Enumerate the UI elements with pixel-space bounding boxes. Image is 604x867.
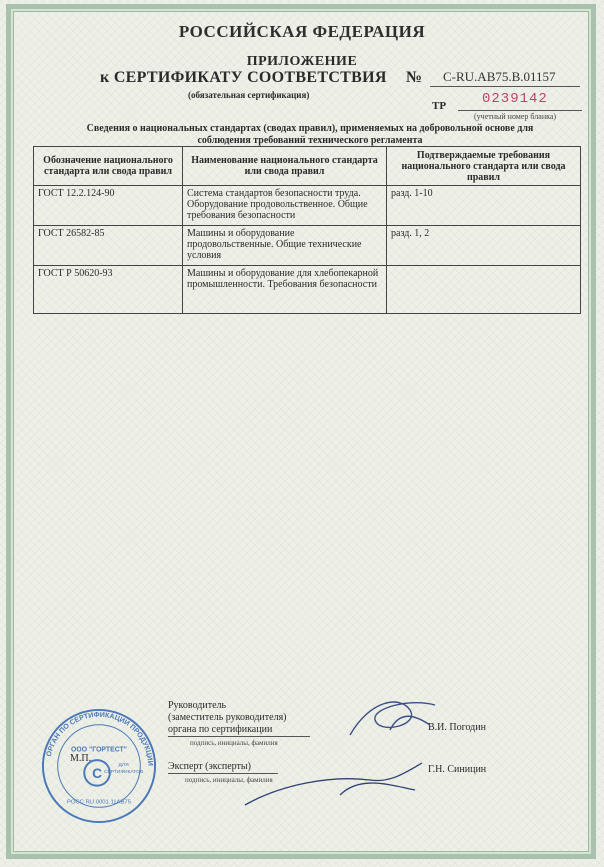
standard-requirements: разд. 1-10 (387, 186, 581, 226)
table-row (34, 226, 581, 266)
standard-code: ГОСТ 12.2.124-90 (34, 186, 183, 226)
seal-for: ДЛЯ (118, 763, 129, 768)
table-row (34, 186, 581, 226)
svg-text:ОРГАН ПО СЕРТИФИКАЦИИ ПРОДУКЦИ: ОРГАН ПО СЕРТИФИКАЦИИ ПРОДУКЦИИ (44, 710, 155, 767)
seal-place-label: М.П. (70, 753, 92, 764)
certificate-number-underline (430, 86, 580, 87)
head-name: В.И. Погодин (428, 722, 486, 733)
standards-table (33, 146, 581, 314)
country-title: РОССИЙСКАЯ ФЕДЕРАЦИЯ (178, 22, 426, 41)
standard-code: ГОСТ 26582-85 (34, 226, 183, 266)
blank-number-underline (458, 110, 582, 111)
seal-org: ООО "ГОРТЕСТ" (71, 746, 127, 754)
svg-text:С: С (92, 765, 103, 781)
head-label: Руководитель (заместитель руководителя) органа по сертификации (168, 700, 310, 737)
certificate-title: к СЕРТИФИКАТУ СООТВЕТСТВИЯ (100, 69, 387, 86)
table-header-row (34, 147, 581, 186)
blank-number-note: (учетный номер бланка) (474, 112, 557, 121)
standard-title: Машины и оборудование продовольственные. Общие технические условия (183, 226, 387, 266)
tr-label: ТР (432, 100, 447, 112)
seal-certificates: СЕРТИФИКАТОВ (103, 769, 144, 775)
column-header: Обозначение национального стандарта или свода правил (34, 147, 183, 186)
certificate-number: С-RU.АВ75.В.01157 (443, 69, 556, 84)
head-caption: подпись, инициалы, фамилия (190, 739, 278, 747)
number-sign: № (406, 69, 423, 86)
standard-requirements: разд. 1, 2 (387, 226, 581, 266)
head-signature (340, 690, 450, 750)
expert-name: Г.Н. Синицин (428, 764, 487, 775)
expert-caption: подпись, инициалы, фамилия (185, 776, 273, 784)
certification-seal (40, 707, 158, 825)
standard-title: Машины и оборудование для хлебопекарной промышленности. Требования безопасности (183, 266, 387, 314)
seal-reg: РОСС RU.0001.11АВ75 (67, 799, 131, 806)
certification-type: (обязательная сертификация) (188, 90, 310, 100)
appendix-title: ПРИЛОЖЕНИЕ (246, 54, 358, 69)
table-row (34, 266, 581, 314)
blank-number: 0239142 (482, 91, 548, 107)
expert-label: Эксперт (эксперты) (168, 761, 278, 774)
column-header: Подтверждаемые требования национального стандарта или свода правил (387, 147, 581, 186)
standards-info-heading: Сведения о национальных стандартах (сводах правил), применяемых на добровольной основе для соблюдения требований технического регламента (86, 123, 534, 146)
column-header: Наименование национального стандарта или свода правил (183, 147, 387, 186)
standard-code: ГОСТ Р 50620-93 (34, 266, 183, 314)
standard-title: Система стандартов безопасности труда. Оборудование продовольственное. Общие требования безопасности (183, 186, 387, 226)
expert-signature (240, 755, 430, 815)
standard-requirements (387, 266, 581, 314)
